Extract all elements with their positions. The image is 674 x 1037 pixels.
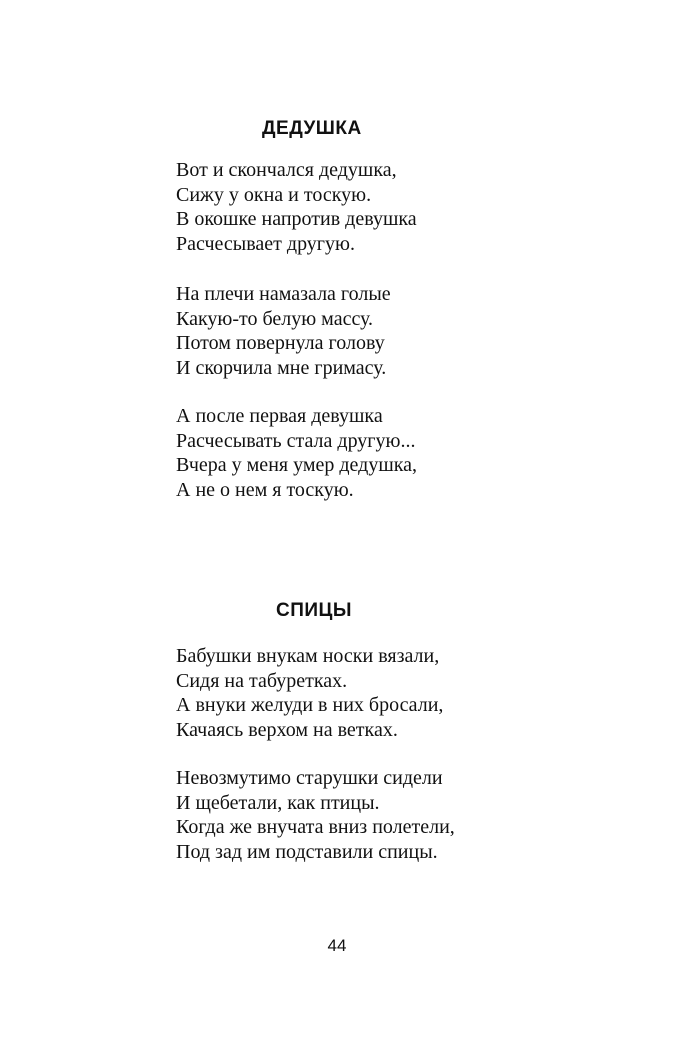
verse-line: Бабушки внукам носки вязали, — [176, 645, 440, 667]
stanza — [176, 282, 391, 380]
verse-line: И скорчила мне гримасу. — [176, 356, 387, 379]
poem-title: ДЕДУШКА — [262, 118, 362, 139]
verse-line: На плечи намазала голые — [176, 283, 391, 305]
verse-line: Потом повернула голову — [176, 332, 385, 354]
verse-line: А внуки желуди в них бросали, — [176, 694, 444, 716]
stanza — [176, 766, 455, 864]
poem-title: СПИЦЫ — [276, 600, 353, 621]
verse-line: Невозмутимо старушки сидели — [176, 767, 443, 789]
verse-line: В окошке напротив девушка — [176, 208, 417, 230]
verse-line: Расчесывает другую. — [176, 232, 355, 255]
verse-line: И щебетали, как птицы. — [176, 791, 380, 814]
verse-line: Вчера у меня умер дедушка, — [176, 454, 418, 476]
verse-line: Вот и скончался дедушка, — [176, 159, 397, 181]
verse-line: Качаясь верхом на ветках. — [176, 718, 398, 741]
verse-line: А после первая девушка — [176, 405, 383, 427]
verse-line: Какую-то белую массу. — [176, 307, 374, 330]
verse-line: А не о нем я тоскую. — [176, 478, 354, 501]
stanza — [176, 644, 443, 742]
verse-line: Сидя на табуретках. — [176, 669, 348, 692]
verse-line: Расчесывать стала другую... — [176, 429, 416, 452]
verse-line: Сижу у окна и тоскую. — [176, 183, 372, 206]
verse-line: Под зад им подставили спицы. — [176, 840, 438, 863]
stanza — [176, 158, 417, 256]
stanza — [176, 404, 417, 502]
verse-line: Когда же внучата вниз полетели, — [176, 816, 455, 838]
page-number: 44 — [327, 936, 347, 955]
